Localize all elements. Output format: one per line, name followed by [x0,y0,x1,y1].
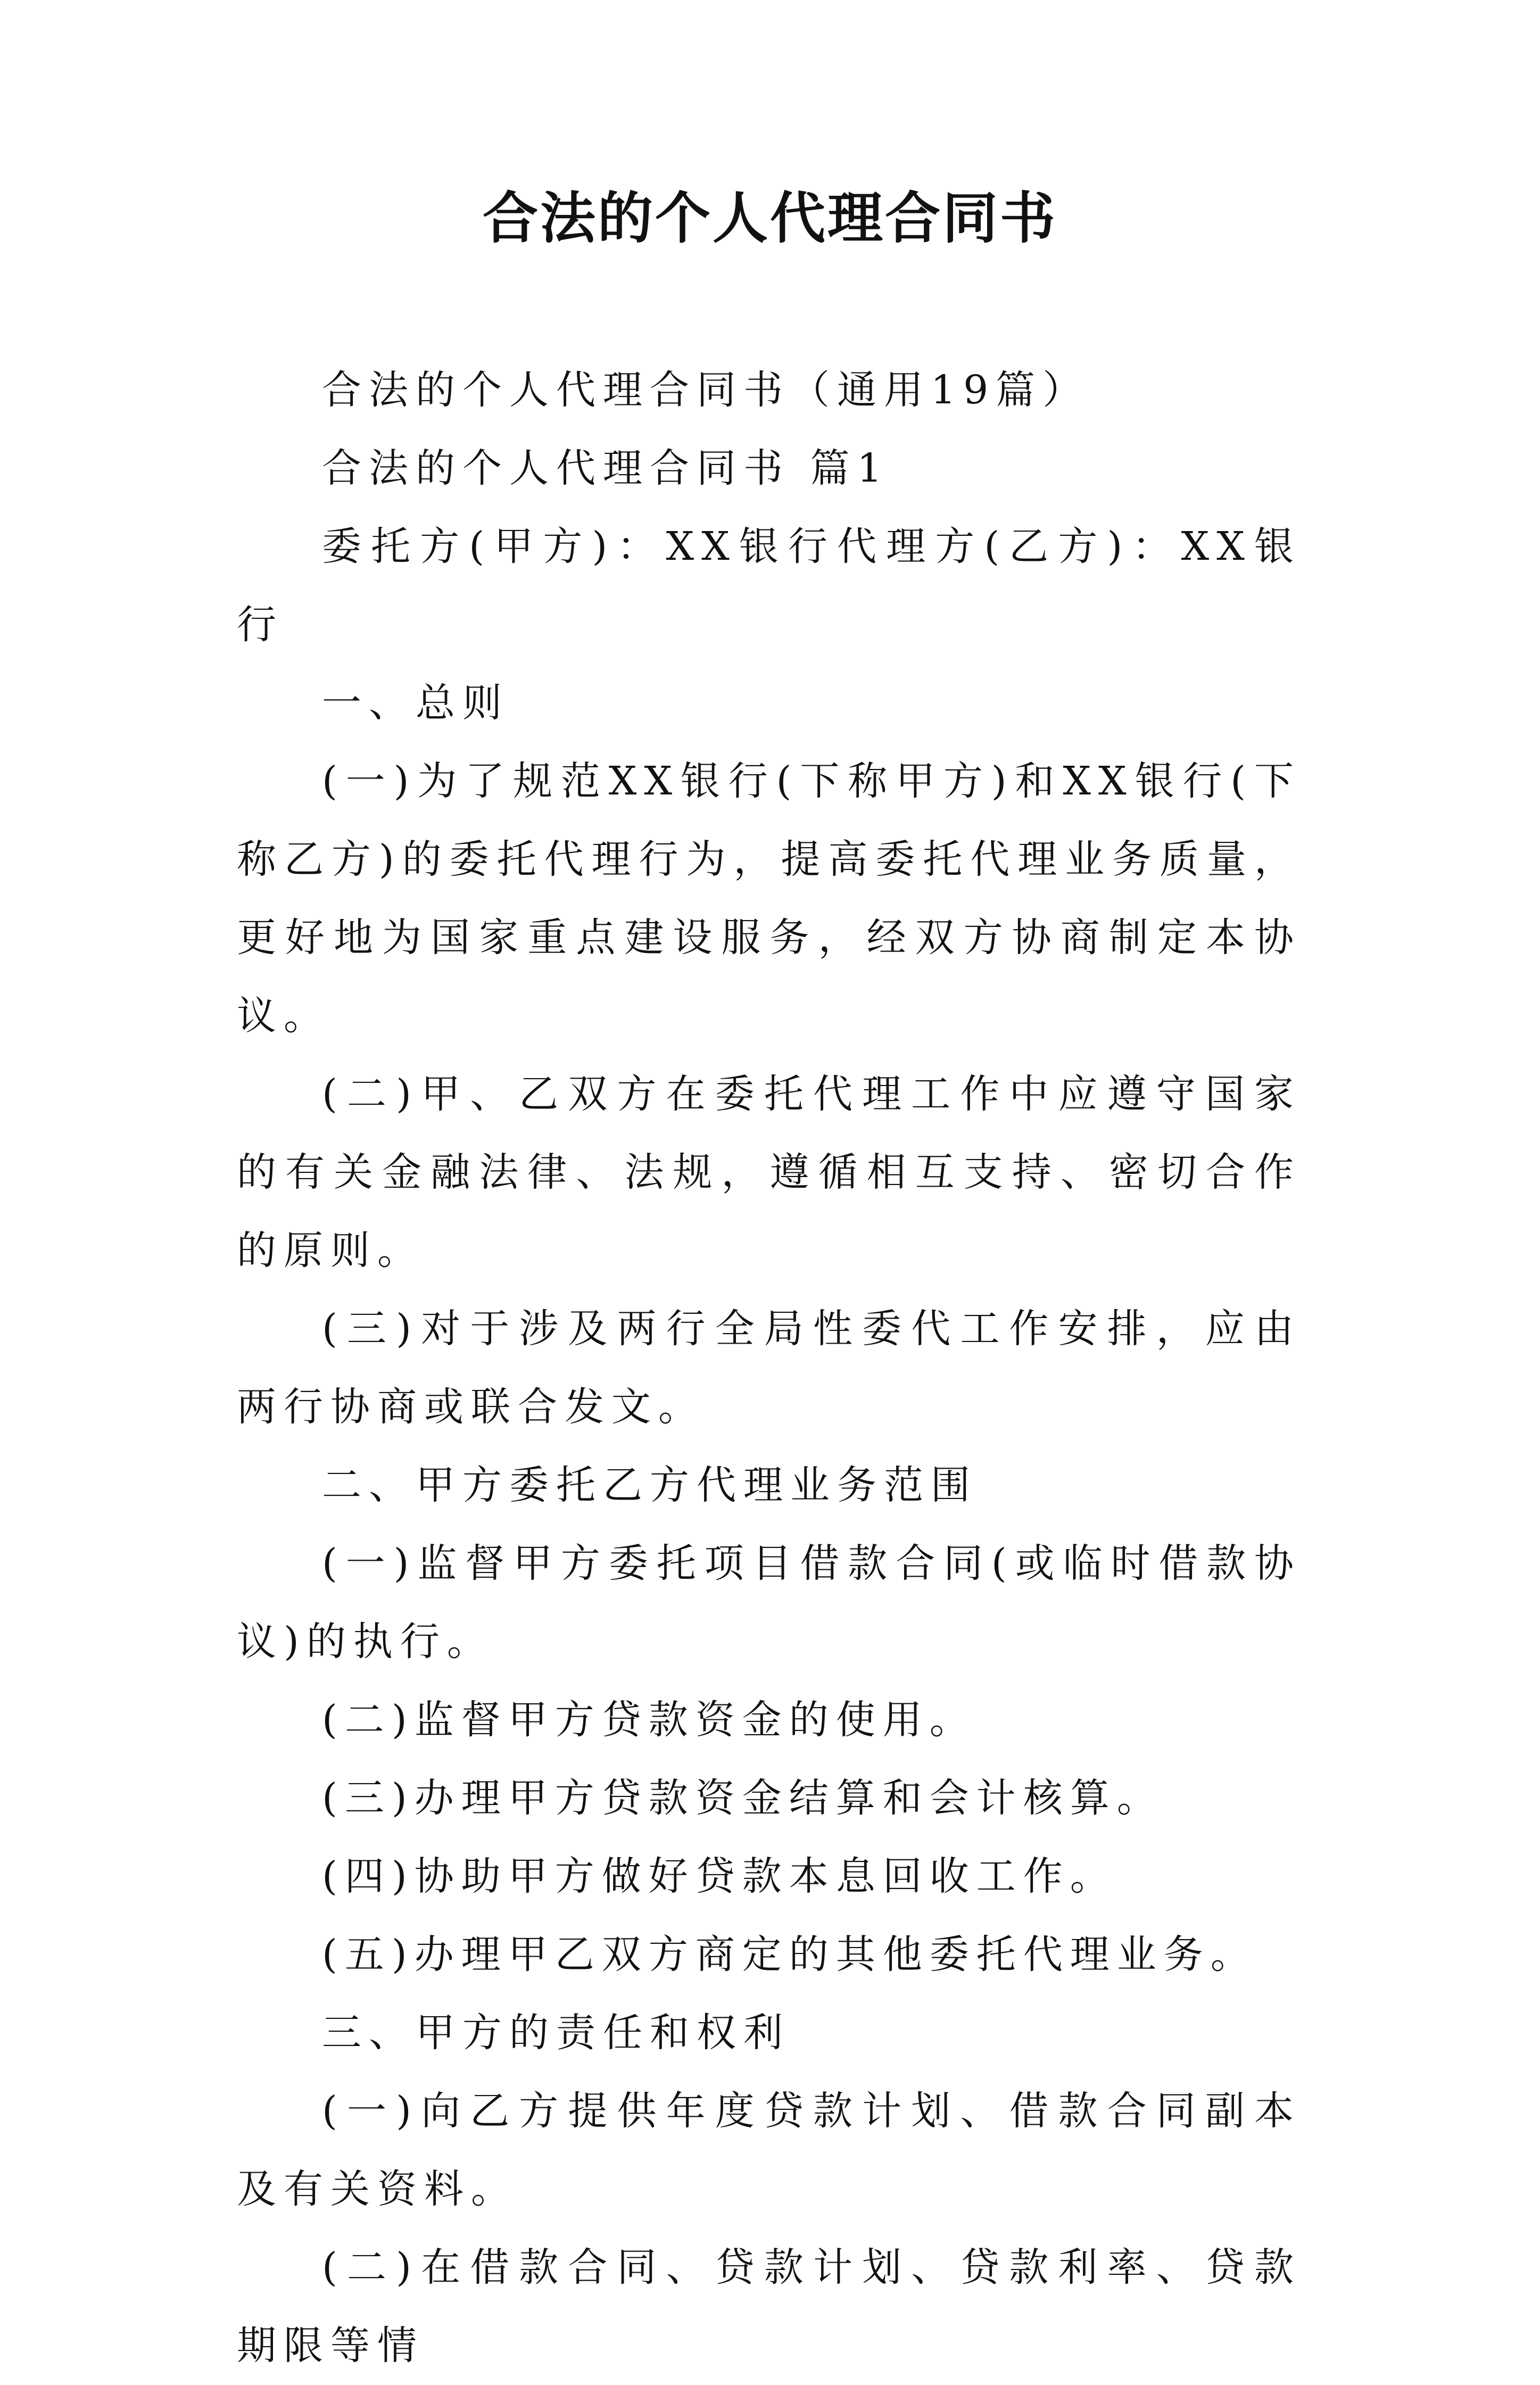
paragraph-heading-general: 一、总则 [322,680,509,726]
paragraph-clause: (三)办理甲方贷款资金结算和会计核算。 [322,1775,1164,1821]
paragraph-clause: (二)甲、乙双方在委托代理工作中应遵守国家的有关金融法律、法规，遵循相互支持、密切合作的原则。 [237,1071,1301,1273]
paragraph-clause: (四)协助甲方做好贷款本息回收工作。 [322,1853,1117,1899]
paragraph-clause: (五)办理甲乙双方商定的其他委托代理业务。 [322,1932,1257,1977]
paragraph-subtitle: 合法的个人代理合同书（通用19篇） [322,367,1090,413]
paragraph-parties: 委托方(甲方)：XX银行代理方(乙方)：XX银行 [237,524,1301,648]
paragraph-section-heading: 合法的个人代理合同书 篇1 [322,445,890,491]
document-title: 合法的个人代理合同书 [482,185,1057,251]
paragraph-heading-scope: 二、甲方委托乙方代理业务范围 [322,1462,978,1508]
paragraph-clause: (三)对于涉及两行全局性委代工作安排，应由两行协商或联合发文。 [237,1306,1301,1430]
document-body [237,351,1301,2385]
paragraph-heading-party-a: 三、甲方的责任和权利 [322,2010,790,2056]
paragraph-clause: (二)监督甲方贷款资金的使用。 [322,1697,976,1743]
paragraph-clause: (二)在借款合同、贷款计划、贷款利率、贷款期限等情 [237,2245,1301,2369]
paragraph-clause: (一)为了规范XX银行(下称甲方)和XX银行(下称乙方)的委托代理行为，提高委托代理业务质量，更好地为国家重点建设服务，经双方协商制定本协议。 [237,758,1301,1039]
paragraph-clause: (一)向乙方提供年度贷款计划、借款合同副本及有关资料。 [237,2088,1301,2212]
paragraph-clause: (一)监督甲方委托项目借款合同(或临时借款协议)的执行。 [237,1541,1301,1664]
